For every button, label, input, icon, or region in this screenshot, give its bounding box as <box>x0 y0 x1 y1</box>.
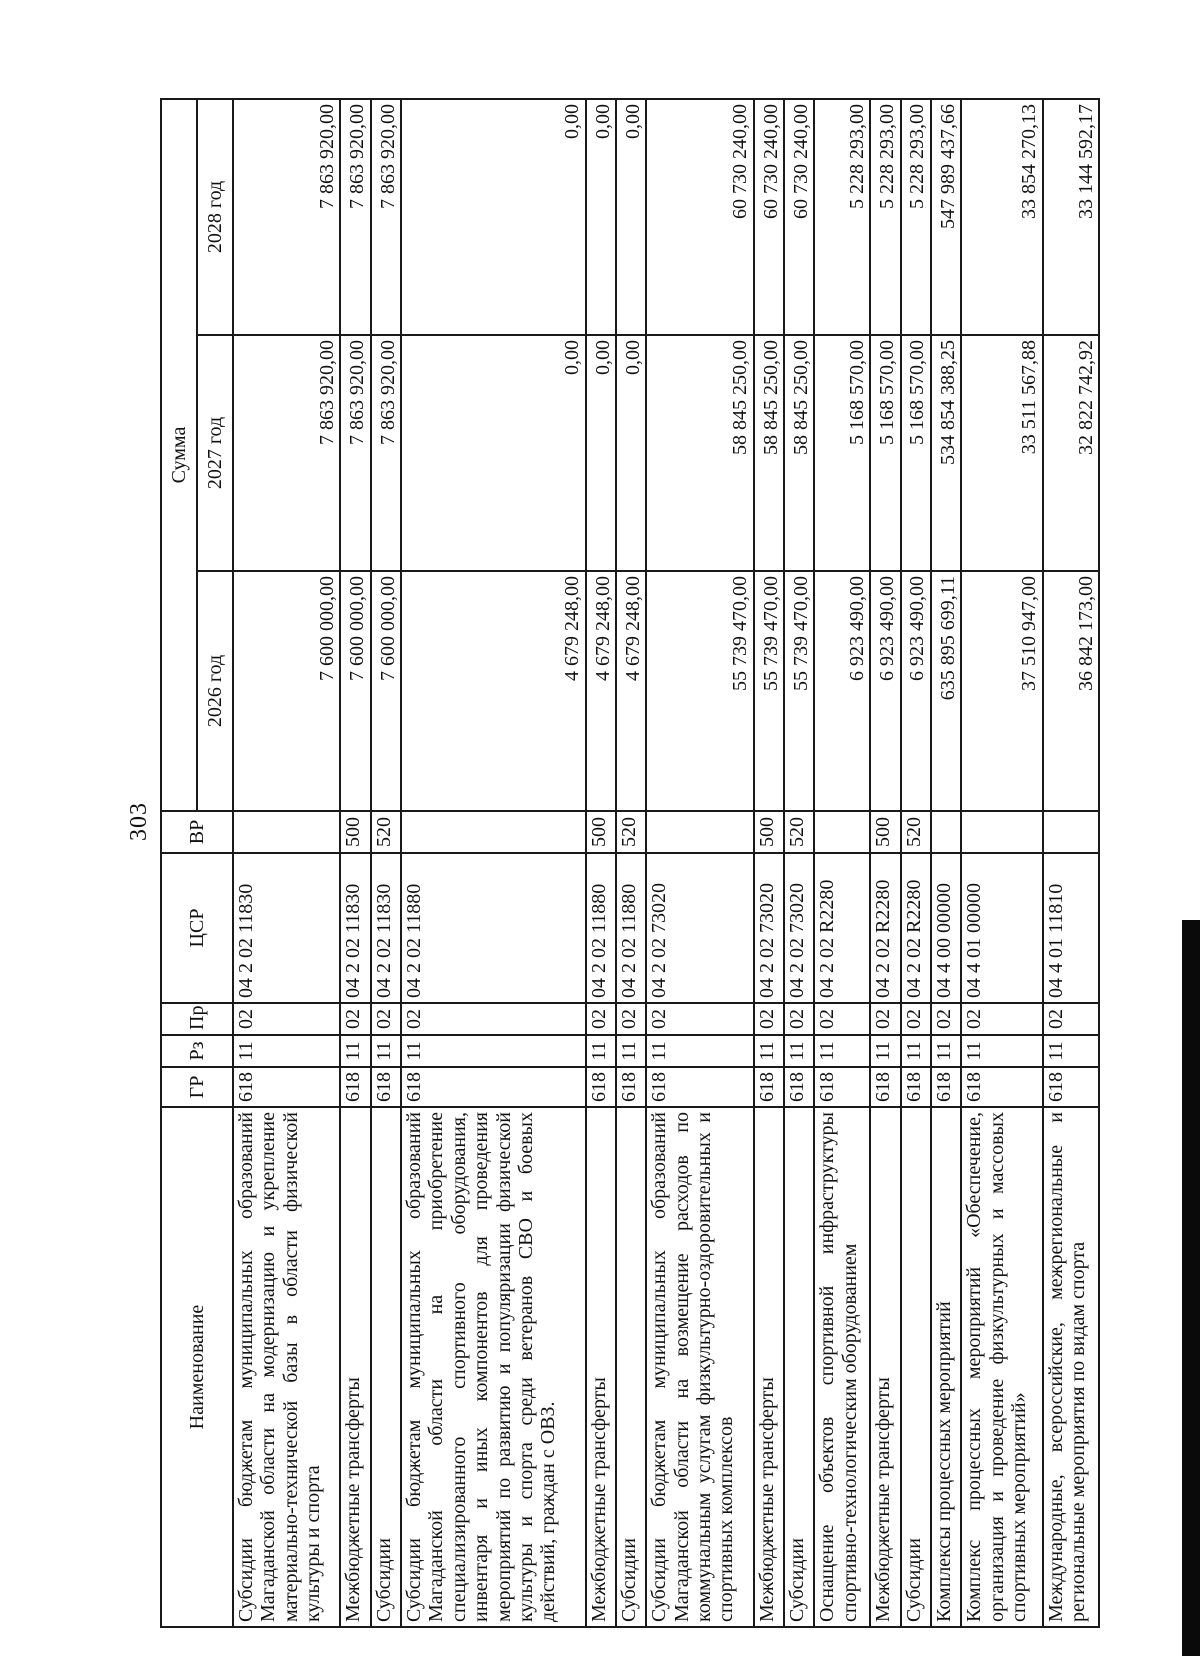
row-vr: 500 <box>754 811 784 853</box>
row-gr: 618 <box>616 1067 646 1107</box>
row-amount-2027: 5 168 570,00 <box>814 335 870 571</box>
row-amount-2026: 55 739 470,00 <box>754 571 784 811</box>
row-vr: 520 <box>901 811 931 853</box>
row-amount-2027: 58 845 250,00 <box>646 335 753 571</box>
row-amount-2027: 5 168 570,00 <box>901 335 931 571</box>
row-rz: 11 <box>870 1035 900 1067</box>
table-row <box>401 99 586 1627</box>
row-rz: 11 <box>340 1035 370 1067</box>
row-amount-2027: 33 511 567,88 <box>961 335 1043 571</box>
row-rz: 11 <box>901 1035 931 1067</box>
row-rz: 11 <box>1043 1035 1099 1067</box>
row-rz: 11 <box>371 1035 401 1067</box>
header-year-2027: 2027 год <box>197 335 233 571</box>
row-gr: 618 <box>646 1067 753 1107</box>
row-amount-2026: 36 842 173,00 <box>1043 571 1099 811</box>
row-amount-2028: 60 730 240,00 <box>784 99 814 335</box>
row-name: Субсидии <box>784 1107 814 1627</box>
row-amount-2026: 37 510 947,00 <box>961 571 1043 811</box>
table-row <box>233 99 340 1627</box>
row-gr: 618 <box>1043 1067 1099 1107</box>
row-name: Комплекс процессных мероприятий «Обеспечение, организация и проведение физкультурных и массовых спортивных мероприятий» <box>961 1107 1043 1627</box>
row-vr: 500 <box>340 811 370 853</box>
row-name: Субсидии бюджетам муниципальных образований Магаданской области на приобретение специализированного спортивного оборудования, инвентаря и иных компонентов для проведения мероприятий по развитию и популяризации физической культуры и спорта среди ветеранов СВО и боевых действий, граждан с ОВЗ. <box>401 1107 586 1627</box>
row-vr <box>814 811 870 853</box>
row-name: Межбюджетные трансферты <box>754 1107 784 1627</box>
table-header <box>161 99 233 1627</box>
row-amount-2027: 7 863 920,00 <box>371 335 401 571</box>
table-row <box>340 99 370 1627</box>
row-csr: 04 2 02 11830 <box>340 853 370 1003</box>
row-name: Межбюджетные трансферты <box>586 1107 616 1627</box>
row-name: Субсидии <box>901 1107 931 1627</box>
table-row <box>586 99 616 1627</box>
row-gr: 618 <box>371 1067 401 1107</box>
row-pr: 02 <box>870 1003 900 1035</box>
table-row <box>901 99 931 1627</box>
row-csr: 04 2 02 11830 <box>233 853 340 1003</box>
table-body <box>233 99 1099 1627</box>
row-gr: 618 <box>233 1067 340 1107</box>
row-csr: 04 4 01 00000 <box>961 853 1043 1003</box>
header-csr: ЦСР <box>161 853 233 1003</box>
row-gr: 618 <box>814 1067 870 1107</box>
table-row <box>646 99 753 1627</box>
row-name: Субсидии бюджетам муниципальных образований Магаданской области на модернизацию и укрепление материально-технической базы в области физической культуры и спорта <box>233 1107 340 1627</box>
row-amount-2027: 58 845 250,00 <box>784 335 814 571</box>
row-gr: 618 <box>754 1067 784 1107</box>
row-amount-2026: 4 679 248,00 <box>586 571 616 811</box>
budget-table-container <box>160 100 1100 1628</box>
row-pr: 02 <box>754 1003 784 1035</box>
row-gr: 618 <box>401 1067 586 1107</box>
row-amount-2027: 7 863 920,00 <box>233 335 340 571</box>
row-vr: 500 <box>586 811 616 853</box>
row-csr: 04 2 02 11880 <box>616 853 646 1003</box>
row-vr <box>931 811 961 853</box>
row-pr: 02 <box>784 1003 814 1035</box>
row-amount-2027: 0,00 <box>401 335 586 571</box>
row-amount-2027: 5 168 570,00 <box>870 335 900 571</box>
row-rz: 11 <box>961 1035 1043 1067</box>
row-amount-2027: 32 822 742,92 <box>1043 335 1099 571</box>
table-row <box>1043 99 1099 1627</box>
row-pr: 02 <box>901 1003 931 1035</box>
row-gr: 618 <box>870 1067 900 1107</box>
row-amount-2028: 60 730 240,00 <box>646 99 753 335</box>
row-pr: 02 <box>646 1003 753 1035</box>
row-vr: 520 <box>784 811 814 853</box>
row-amount-2027: 7 863 920,00 <box>340 335 370 571</box>
budget-table <box>160 98 1100 1628</box>
row-gr: 618 <box>340 1067 370 1107</box>
row-rz: 11 <box>616 1035 646 1067</box>
row-name: Субсидии <box>371 1107 401 1627</box>
row-pr: 02 <box>233 1003 340 1035</box>
row-pr: 02 <box>961 1003 1043 1035</box>
row-csr: 04 2 02 73020 <box>646 853 753 1003</box>
header-year-2026: 2026 год <box>197 571 233 811</box>
row-pr: 02 <box>401 1003 586 1035</box>
row-amount-2027: 534 854 388,25 <box>931 335 961 571</box>
row-amount-2026: 6 923 490,00 <box>814 571 870 811</box>
row-gr: 618 <box>931 1067 961 1107</box>
row-csr: 04 2 02 R2280 <box>870 853 900 1003</box>
row-name: Международные, всероссийские, межрегиональные и региональные мероприятия по видам спорта <box>1043 1107 1099 1627</box>
row-amount-2026: 55 739 470,00 <box>646 571 753 811</box>
row-rz: 11 <box>754 1035 784 1067</box>
row-amount-2028: 60 730 240,00 <box>754 99 784 335</box>
row-amount-2026: 4 679 248,00 <box>616 571 646 811</box>
header-rz: Рз <box>161 1035 233 1067</box>
header-vr: ВР <box>161 811 233 853</box>
header-pr: Пр <box>161 1003 233 1035</box>
row-rz: 11 <box>646 1035 753 1067</box>
row-name: Комплексы процессных мероприятий <box>931 1107 961 1627</box>
row-csr: 04 2 02 R2280 <box>901 853 931 1003</box>
row-csr: 04 4 00 00000 <box>931 853 961 1003</box>
page-number: 303 <box>126 802 152 841</box>
row-csr: 04 4 01 11810 <box>1043 853 1099 1003</box>
row-rz: 11 <box>233 1035 340 1067</box>
row-csr: 04 2 02 11880 <box>401 853 586 1003</box>
row-amount-2028: 5 228 293,00 <box>870 99 900 335</box>
row-pr: 02 <box>586 1003 616 1035</box>
row-gr: 618 <box>961 1067 1043 1107</box>
row-rz: 11 <box>931 1035 961 1067</box>
table-row <box>814 99 870 1627</box>
row-amount-2028: 547 989 437,66 <box>931 99 961 335</box>
row-pr: 02 <box>616 1003 646 1035</box>
row-amount-2027: 58 845 250,00 <box>754 335 784 571</box>
row-vr: 500 <box>870 811 900 853</box>
row-amount-2028: 0,00 <box>401 99 586 335</box>
row-name: Оснащение объектов спортивной инфраструктуры спортивно-технологическим оборудованием <box>814 1107 870 1627</box>
row-gr: 618 <box>901 1067 931 1107</box>
row-amount-2027: 0,00 <box>586 335 616 571</box>
row-rz: 11 <box>401 1035 586 1067</box>
row-amount-2026: 7 600 000,00 <box>340 571 370 811</box>
row-amount-2026: 635 895 699,11 <box>931 571 961 811</box>
row-amount-2028: 5 228 293,00 <box>901 99 931 335</box>
row-csr: 04 2 02 73020 <box>784 853 814 1003</box>
table-row <box>371 99 401 1627</box>
row-pr: 02 <box>814 1003 870 1035</box>
row-amount-2026: 6 923 490,00 <box>901 571 931 811</box>
row-amount-2028: 33 144 592,17 <box>1043 99 1099 335</box>
row-vr <box>646 811 753 853</box>
row-csr: 04 2 02 11880 <box>586 853 616 1003</box>
row-vr <box>401 811 586 853</box>
row-rz: 11 <box>814 1035 870 1067</box>
table-row <box>616 99 646 1627</box>
header-year-2028: 2028 год <box>197 99 233 335</box>
row-amount-2028: 7 863 920,00 <box>371 99 401 335</box>
row-vr <box>233 811 340 853</box>
row-amount-2026: 4 679 248,00 <box>401 571 586 811</box>
row-csr: 04 2 02 R2280 <box>814 853 870 1003</box>
row-rz: 11 <box>586 1035 616 1067</box>
row-name: Межбюджетные трансферты <box>340 1107 370 1627</box>
row-gr: 618 <box>784 1067 814 1107</box>
header-name: Наименование <box>161 1107 233 1627</box>
row-rz: 11 <box>784 1035 814 1067</box>
row-name: Субсидии <box>616 1107 646 1627</box>
row-pr: 02 <box>340 1003 370 1035</box>
row-amount-2028: 5 228 293,00 <box>814 99 870 335</box>
row-amount-2028: 7 863 920,00 <box>340 99 370 335</box>
row-amount-2026: 55 739 470,00 <box>784 571 814 811</box>
row-amount-2027: 0,00 <box>616 335 646 571</box>
row-pr: 02 <box>1043 1003 1099 1035</box>
row-name: Субсидии бюджетам муниципальных образований Магаданской области на возмещение расходов по коммунальным услугам физкультурно-оздоровительных и спортивных комплексов <box>646 1107 753 1627</box>
table-row <box>961 99 1043 1627</box>
header-sum: Сумма <box>161 99 197 811</box>
table-row <box>870 99 900 1627</box>
scan-edge-bar <box>1182 920 1200 1656</box>
header-gr: ГР <box>161 1067 233 1107</box>
row-csr: 04 2 02 11830 <box>371 853 401 1003</box>
row-amount-2026: 7 600 000,00 <box>233 571 340 811</box>
row-amount-2028: 33 854 270,13 <box>961 99 1043 335</box>
row-vr: 520 <box>616 811 646 853</box>
table-row <box>784 99 814 1627</box>
table-row <box>754 99 784 1627</box>
row-amount-2026: 6 923 490,00 <box>870 571 900 811</box>
row-amount-2028: 7 863 920,00 <box>233 99 340 335</box>
row-amount-2026: 7 600 000,00 <box>371 571 401 811</box>
row-gr: 618 <box>586 1067 616 1107</box>
row-csr: 04 2 02 73020 <box>754 853 784 1003</box>
row-name: Межбюджетные трансферты <box>870 1107 900 1627</box>
row-amount-2028: 0,00 <box>616 99 646 335</box>
row-amount-2028: 0,00 <box>586 99 616 335</box>
row-pr: 02 <box>931 1003 961 1035</box>
row-vr <box>961 811 1043 853</box>
row-pr: 02 <box>371 1003 401 1035</box>
row-vr <box>1043 811 1099 853</box>
row-vr: 520 <box>371 811 401 853</box>
table-row <box>931 99 961 1627</box>
